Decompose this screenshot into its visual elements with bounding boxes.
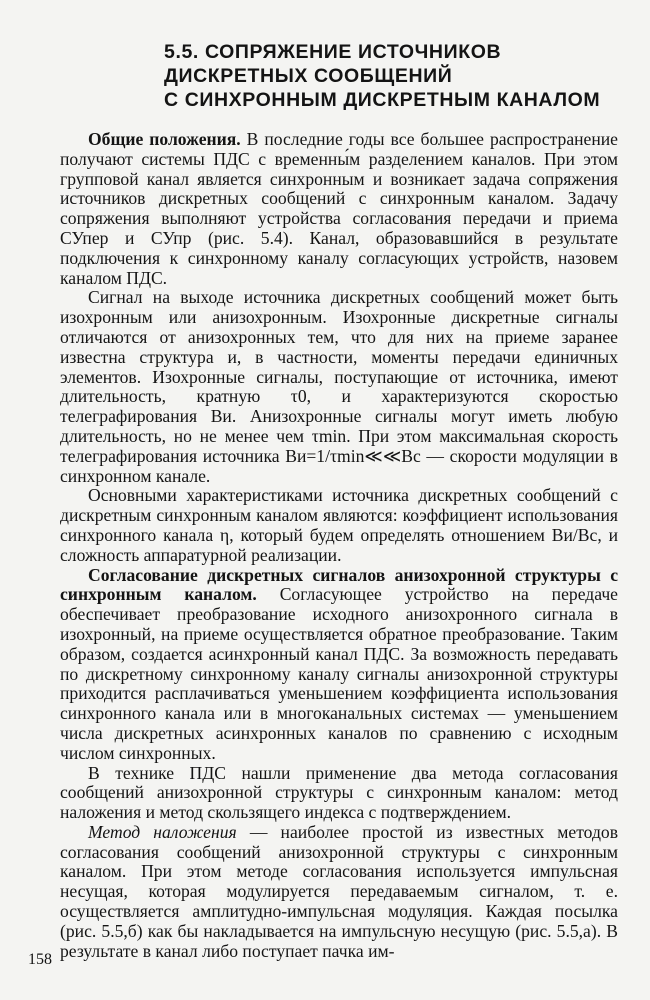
paragraph-characteristics — [60, 486, 618, 565]
body-text — [60, 130, 618, 961]
paragraph-overlay-method — [60, 823, 618, 962]
paragraph-lead: Общие положения. — [88, 129, 241, 149]
paragraph-text: В последние годы все большее распространение получают системы ПДС с временны́м разделением каналов. При этом групповой канал является синхронным и возникает задача сопряжения источников дискретных сообщений с синхронным каналом. Задачу сопряжения выполняют устройства согласования передачи и приема СУпер и СУпр (рис. 5.4). Канал, образовавшийся в результате подключения к синхронному каналу согласующих устройств, назовем каналом ПДС. — [60, 129, 618, 288]
title-line-1: 5.5. СОПРЯЖЕНИЕ ИСТОЧНИКОВ — [164, 41, 502, 63]
paragraph-text: Сигнал на выходе источника дискретных сообщений может быть изохронным или анизохронным. Изохронные дискретные сигналы отличаются от анизохронных тем, что для них на приеме заранее известна структура и, в частности, моменты передачи единичных элементов. Изохронные сигналы, поступающие от источника, имеют длительность, кратную τ0, и характеризуются скоростью телеграфирования Bи. Анизохронные сигналы могут иметь любую длительность, но не менее чем τmin. При этом максимальная скорость телеграфирования источника Bи=1/τmin≪≪Bс — скорости модуляции в синхронном канале. — [60, 287, 618, 486]
paragraph-anisochronous — [60, 566, 618, 764]
paragraph-general — [60, 130, 618, 288]
title-line-3: С СИНХРОННЫМ ДИСКРЕТНЫМ КАНАЛОМ — [164, 89, 601, 111]
paragraph-text: — наиболее простой из известных методов согласования сообщений анизохронной структуры с синхронным каналом. При этом методе согласования используется импульсная несущая, которая модулируется передаваемым сигналом, т. е. осуществляется амплитудно-импульсная модуляция. Каждая посылка (рис. 5.5,б) как бы накладывается на импульсную несущую (рис. 5.5,а). В результате в канал либо поступает пачка им- — [60, 821, 619, 961]
paragraph-text: Основными характеристиками источника дискретных сообщений с дискретным синхронным каналом являются: коэффициент использования синхронного канала η, который будем определять отношением Bи/Bс, и сложность аппаратурной реализации. — [60, 485, 618, 565]
paragraph-text: В технике ПДС нашли применение два метода согласования сообщений анизохронной структуры с синхронным каналом: метод наложения и метод скользящего индекса с подтверждением. — [60, 762, 618, 823]
paragraph-methods — [60, 764, 618, 823]
paragraph-text: Согласующее устройство на передаче обеспечивает преобразование исходного анизохронного сигнала в изохронный, на приеме осуществляется обратное преобразование. Таким образом, создается асинхронный канал ПДС. За возможность передавать по дискретному синхронному каналу сигналы анизохронной структуры приходится расплачиваться уменьшением коэффициента использования синхронного канала или в многоканальных системах — уменьшением числа дискретных асинхронных каналов по сравнению с исходным числом синхронных. — [60, 584, 618, 763]
section-title — [164, 40, 618, 112]
paragraph-lead: Согласование дискретных сигналов анизохронной структуры с синхронным каналом. — [60, 564, 618, 605]
title-line-2: ДИСКРЕТНЫХ СООБЩЕНИЙ — [164, 65, 453, 87]
page-number: 158 — [28, 951, 52, 968]
paragraph-signal — [60, 288, 618, 486]
paragraph-italic-term: Метод наложения — [88, 821, 237, 842]
